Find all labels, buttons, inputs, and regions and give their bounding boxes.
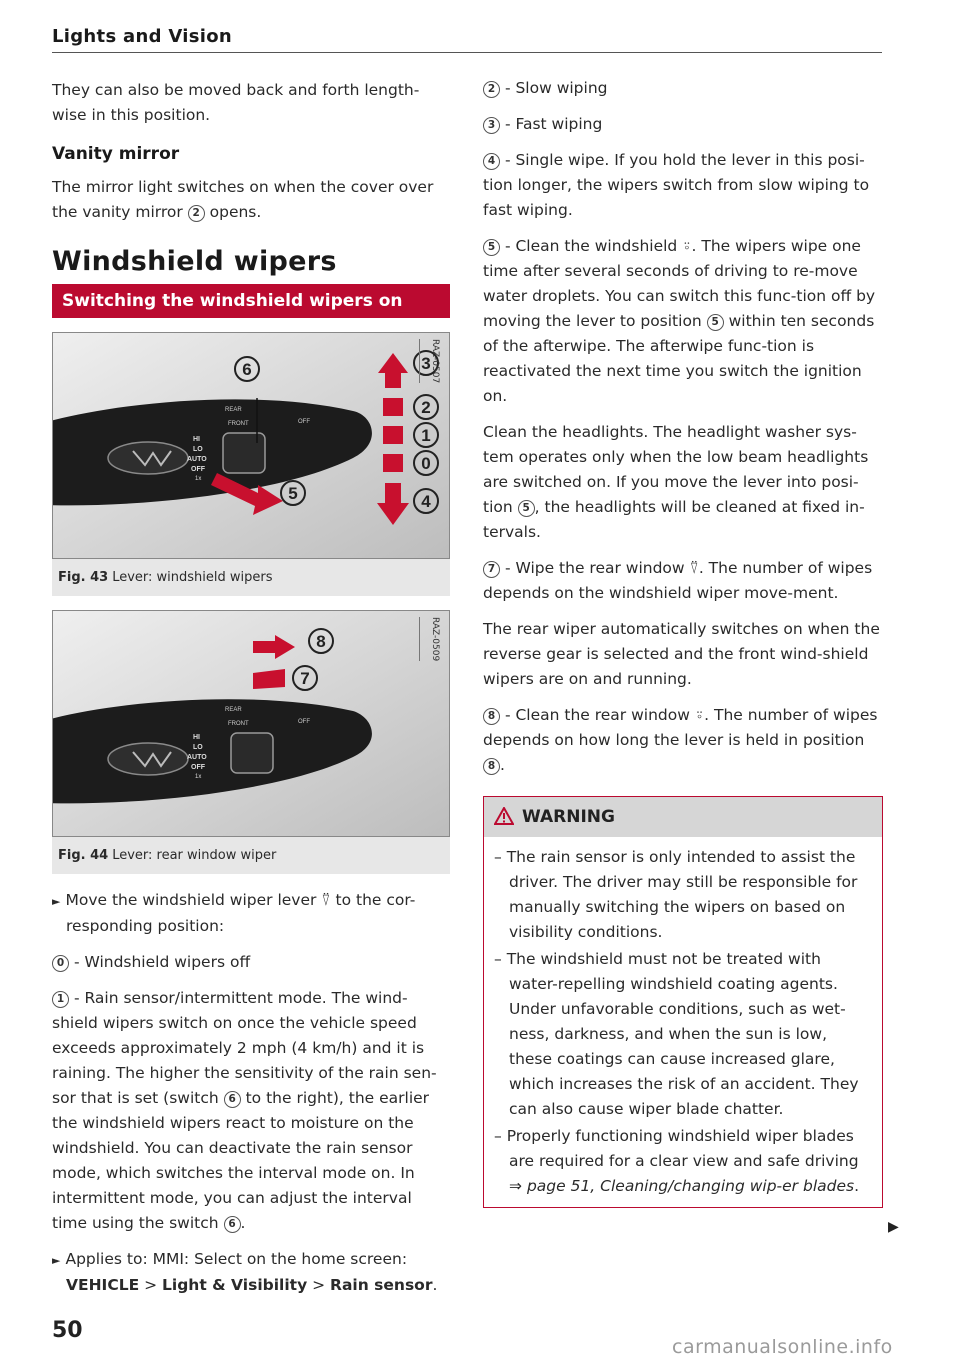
intro-paragraph: They can also be moved back and forth length-wise in this position. [52, 81, 420, 124]
windshield-wipers-heading: Windshield wipers [52, 246, 337, 277]
lever-marking-hi-2: HI [193, 734, 200, 741]
lever-marking-1x-2: 1x [195, 774, 202, 780]
position-7-item: 7 - Wipe the rear window ⍢. The number of wipes depends on the windshield wiper move-ment. [483, 559, 873, 602]
cross-reference-link[interactable]: page 51, Cleaning/changing wip-er blades [526, 1177, 855, 1195]
callout-6: 6 [242, 360, 252, 379]
position-0-item: 0 - Windshield wipers off [52, 950, 450, 975]
warning-body [484, 837, 882, 1207]
callout-8: 8 [316, 632, 326, 651]
lever-marking-lo: LO [193, 446, 203, 453]
lever-marking-rear-2: REAR [225, 707, 242, 713]
page-number: 50 [52, 1318, 83, 1343]
callout-3-inline: 3 [483, 117, 500, 134]
cross-reference-arrow-icon: ⇒ [509, 1177, 522, 1195]
vanity-mirror-heading: Vanity mirror [52, 144, 180, 164]
lever-marking-rear: REAR [225, 407, 242, 413]
lever-marking-lo-2: LO [193, 744, 203, 751]
headlights-paragraph: Clean the headlights. The headlight washer sys-tem operates only when the low beam headlights are switched on. If you move the lever into posi-tion 5 , the headlights will be cleaned at fixed in-tervals. [483, 423, 869, 541]
move-lever-instruction: ► Move the windshield wiper lever ⍢ to the cor-responding position: [52, 891, 416, 935]
callout-0-inline: 0 [52, 955, 69, 972]
lever-marking-off2: OFF [191, 466, 205, 473]
lever-marking-front: FRONT [228, 421, 249, 427]
figure-44-illustration [52, 610, 450, 837]
lever-marking-off2-2: OFF [191, 764, 205, 771]
lever-marking-auto-2: AUTO [187, 754, 207, 761]
warning-box [483, 796, 883, 1208]
callout-7-inline: 7 [483, 561, 500, 578]
position-3-item: 3 - Fast wiping [483, 112, 883, 137]
callout-5-inline-3: 5 [518, 500, 535, 517]
figure-44-code: RAZ-0509 [419, 617, 447, 661]
callout-0: 0 [421, 454, 431, 473]
callout-4-inline: 4 [483, 153, 500, 170]
figure-43-code: RAZ-0507 [419, 339, 447, 383]
position-1-item: 1 - Rain sensor/intermittent mode. The wind-shield wipers switch on once the vehicle speed exceeds approximately 2 mph (4 km/h) and it is raining. The higher the sensitivity of the rain sen-sor that is set (switch 6 to the right), the earlier the windshield wipers react to moisture on the windshield. You can deactivate the rain sensor mode, which switches the interval mode on. In intermittent mode, you can adjust the interval time using the switch 6 . [52, 989, 437, 1232]
callout-1-inline: 1 [52, 991, 69, 1008]
section-header: Lights and Vision [52, 26, 232, 47]
right-column [483, 76, 883, 1208]
rear-wiper-auto-paragraph: The rear wiper automatically switches on when the reverse gear is selected and the front wind-shield wipers are on and running. [483, 620, 880, 688]
callout-8-inline-2: 8 [483, 758, 500, 775]
callout-7: 7 [300, 669, 310, 688]
callout-4: 4 [421, 492, 431, 511]
callout-8-inline: 8 [483, 708, 500, 725]
callout-2-inline: 2 [188, 205, 205, 222]
warning-item-1: – The rain sensor is only intended to assist the driver. The driver may still be responsible for manually switching the wipers on based on visibility conditions. [494, 848, 858, 941]
header-rule [52, 52, 882, 53]
callout-6-inline-2: 6 [224, 1216, 241, 1233]
bullet-triangle-icon: ► [52, 895, 61, 908]
callout-2: 2 [421, 398, 431, 417]
left-column [52, 78, 450, 1309]
watermark: carmanualsonline.info [672, 1336, 893, 1358]
warning-triangle-icon [494, 807, 514, 825]
lever-marking-off: OFF [298, 419, 310, 425]
position-8-item: 8 - Clean the rear window ⍤. The number of wipes depends on how long the lever is held in position 8 . [483, 706, 878, 774]
figure-43-illustration [52, 332, 450, 559]
figure-43-caption: Fig. 43 Lever: windshield wipers [52, 559, 450, 596]
lever-marking-off-2: OFF [298, 719, 310, 725]
warning-title: WARNING [522, 807, 615, 827]
lever-marking-front-2: FRONT [228, 721, 249, 727]
vanity-mirror-paragraph: The mirror light switches on when the cover over the vanity mirror 2 opens. [52, 178, 434, 221]
section-bar: Switching the windshield wipers on [52, 284, 450, 318]
figure-44-caption: Fig. 44 Lever: rear window wiper [52, 837, 450, 874]
lever-marking-1x: 1x [195, 476, 202, 482]
lever-marking-auto: AUTO [187, 456, 207, 463]
callout-2-inline-right: 2 [483, 81, 500, 98]
warning-item-3: – Properly functioning windshield wiper blades are required for a clear view and safe driving ⇒ page 51, Cleaning/changing wip-er blades. [494, 1127, 860, 1195]
callout-6-inline: 6 [224, 1091, 241, 1108]
continue-arrow-icon: ▶ [888, 1219, 899, 1235]
bullet-triangle-icon: ► [52, 1254, 61, 1267]
position-5-item: 5 - Clean the windshield ⍤. The wipers wipe one time after several seconds of driving to re-move water droplets. You can switch this func-tion off by moving the lever to position 5 within ten seconds of the afterwipe. The afterwipe func-tion is reactivated the next time you switch the ignition on. [483, 237, 876, 405]
applies-to-mmi: ► Applies to: MMI: Select on the home screen: VEHICLE > Light & Visibility > Rain sensor. [52, 1250, 438, 1294]
callout-5-inline: 5 [483, 239, 500, 256]
position-2-item: 2 - Slow wiping [483, 76, 883, 101]
callout-3: 3 [421, 354, 431, 373]
lever-marking-hi: HI [193, 436, 200, 443]
position-4-item: 4 - Single wipe. If you hold the lever in this posi-tion longer, the wipers switch from slow wiping to fast wiping. [483, 151, 870, 219]
warning-header [484, 797, 882, 837]
callout-1: 1 [421, 426, 431, 445]
callout-5: 5 [288, 484, 298, 503]
callout-5-inline-2: 5 [707, 314, 724, 331]
warning-item-2: – The windshield must not be treated with water-repelling windshield coating agents. Under unfavorable conditions, such as wet-ness, darkness, and when the sun is low, these coatings can cause increased glare, which increases the risk of an accident. They can also cause wiper blade chatter. [494, 950, 859, 1118]
